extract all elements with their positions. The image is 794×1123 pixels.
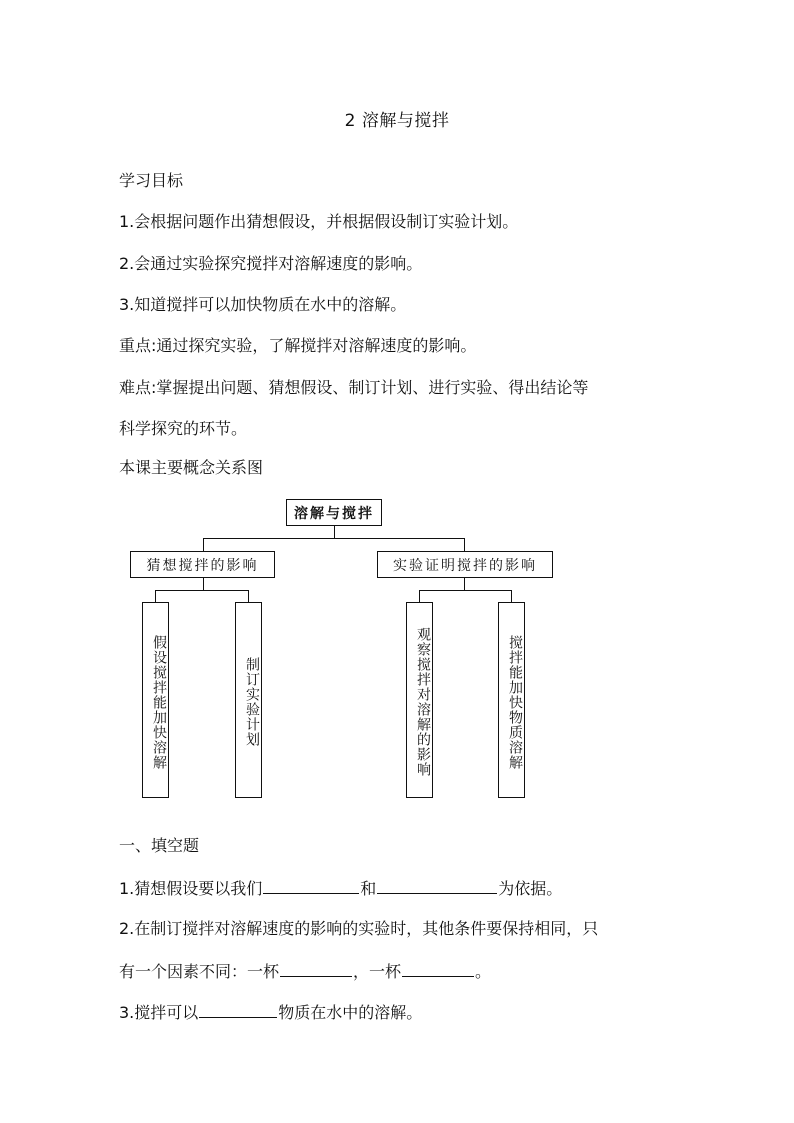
connector-root-down — [334, 525, 335, 538]
difficulty-line-2: 科学探究的环节。 — [119, 419, 248, 438]
question-3-part-a: 3.搅拌可以 — [119, 1003, 199, 1022]
concept-leaf-observe: 观察搅拌对溶解的影响 — [406, 602, 433, 798]
question-3-part-b: 物质在水中的溶解。 — [278, 1003, 423, 1022]
connector-top-horizontal — [203, 538, 465, 539]
connector-right-horizontal — [419, 590, 512, 591]
question-2-line-2 — [119, 960, 491, 982]
answer-blank-1a[interactable] — [263, 877, 359, 894]
concept-right-branch: 实验证明搅拌的影响 — [377, 551, 553, 578]
connector-to-leaf-3 — [419, 590, 420, 602]
objective-2: 2.会通过实验探究搅拌对溶解速度的影响。 — [119, 254, 423, 273]
objectives-heading: 学习目标 — [119, 171, 184, 190]
concept-map-heading: 本课主要概念关系图 — [119, 458, 264, 477]
connector-to-right-branch — [464, 538, 465, 551]
concept-leaf-hypothesis: 假设搅拌能加快溶解 — [142, 602, 169, 798]
connector-right-branch-down — [464, 577, 465, 590]
connector-to-left-branch — [203, 538, 204, 551]
answer-blank-1b[interactable] — [377, 877, 497, 894]
answer-blank-3[interactable] — [199, 1001, 277, 1018]
connector-to-leaf-4 — [511, 590, 512, 602]
connector-to-leaf-1 — [155, 590, 156, 602]
page-title: 2 溶解与搅拌 — [344, 111, 450, 131]
objective-1: 1.会根据问题作出猜想假设，并根据假设制订实验计划。 — [119, 212, 519, 231]
key-point: 重点:通过探究实验，了解搅拌对溶解速度的影响。 — [119, 336, 477, 355]
connector-left-horizontal — [155, 590, 249, 591]
section-heading-fill-blanks: 一、填空题 — [119, 836, 200, 855]
answer-blank-2b[interactable] — [402, 960, 474, 977]
question-1 — [119, 877, 562, 899]
question-2-part-c: 。 — [475, 962, 492, 981]
concept-leaf-plan: 制订实验计划 — [235, 602, 262, 798]
concept-leaf-conclusion: 搅拌能加快物质溶解 — [498, 602, 525, 798]
difficulty-line-1: 难点:掌握提出问题、猜想假设、制订计划、进行实验、得出结论等 — [119, 378, 589, 397]
question-2-part-b: ，一杯 — [353, 962, 402, 981]
question-1-part-c: 为依据。 — [498, 879, 563, 898]
concept-left-branch: 猜想搅拌的影响 — [130, 551, 275, 578]
question-2-part-a: 有一个因素不同：一杯 — [119, 962, 280, 981]
question-2-line-1: 2.在制订搅拌对溶解速度的影响的实验时，其他条件要保持相同，只 — [119, 919, 599, 938]
connector-to-leaf-2 — [248, 590, 249, 602]
question-1-part-a: 1.猜想假设要以我们 — [119, 879, 263, 898]
question-1-part-b: 和 — [360, 879, 377, 898]
concept-root: 溶解与搅拌 — [286, 499, 382, 526]
connector-left-branch-down — [203, 577, 204, 590]
objective-3: 3.知道搅拌可以加快物质在水中的溶解。 — [119, 295, 407, 314]
question-3 — [119, 1001, 422, 1023]
answer-blank-2a[interactable] — [280, 960, 352, 977]
